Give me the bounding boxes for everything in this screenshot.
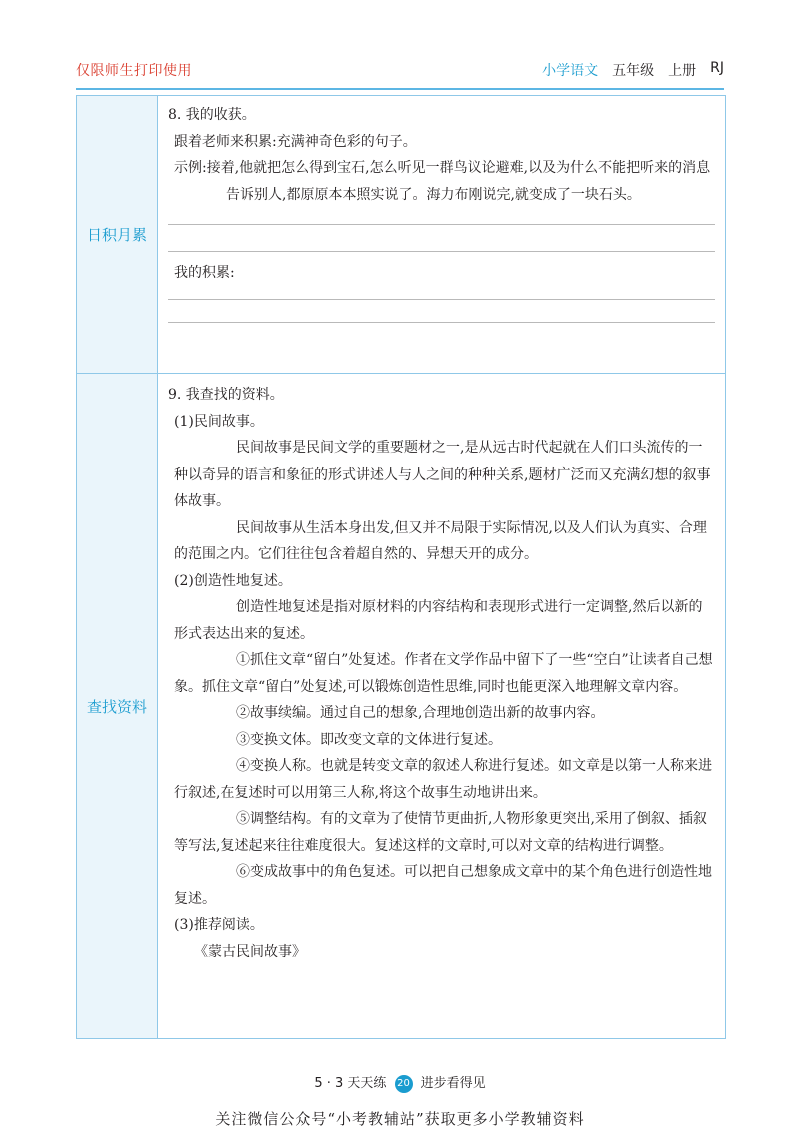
section-accumulation [77,96,726,374]
write-line[interactable] [168,322,715,323]
my-accumulation-label: 我的积累: [174,265,235,281]
question-8: 8. 我的收获。 [168,107,256,123]
grade-label: 五年级 [612,63,655,79]
header-meta [542,60,724,80]
footer-slogan: 进步看得见 [420,1076,486,1091]
retelling-item-6: ⑥变成故事中的角色复述。可以把自己想象成文章中的某个角色进行创造性地复述。 [174,864,712,907]
subject-label: 小学语文 [542,63,599,79]
retelling-item-2: ②故事续编。通过自己的想象,合理地创造出新的故事内容。 [236,705,605,721]
category-research: 查找资料 [77,374,158,1039]
category-accumulation: 日积月累 [77,96,158,374]
subsection-creative-retelling: (2)创造性地复述。 [174,572,292,589]
footer-brand: 5 · 3 天天练 [314,1076,387,1091]
folk-tale-para-1: 民间故事是民间文学的重要题材之一,是从远古时代起就在人们口头流传的一种以奇异的语言和象征的形式讲述人与人之间的种种关系,题材广泛而又充满幻想的叙事体故事。 [174,440,711,509]
worksheet-table [76,95,726,1039]
retelling-item-1: ①抓住文章“留白”处复述。作者在文学作品中留下了一些“空白”让读者自己想象。抓住文章“留白”处复述,可以锻炼创造性思维,同时也能更深入地理解文章内容。 [174,652,713,695]
print-notice: 仅限师生打印使用 [76,63,192,79]
retelling-item-3: ③变换文体。即改变文章的文体进行复述。 [236,731,502,748]
subsection-folk-tales: (1)民间故事。 [174,413,264,430]
section-research [77,374,726,1039]
example-sentence: 示例:接着,他就把怎么得到宝石,怎么听见一群鸟议论避难,以及为什么不能把听来的消息告诉别人,都原原本本照实说了。海力布刚说完,就变成了一块石头。 [174,160,711,203]
retelling-para-1: 创造性地复述是指对原材料的内容结构和表现形式进行一定调整,然后以新的形式表达出来的复述。 [174,599,703,642]
content-accumulation [158,96,726,374]
recommended-book: 《蒙古民间故事》 [194,943,306,960]
watermark-text: 关注微信公众号“小考教辅站”获取更多小学教辅资料 [215,1110,585,1128]
page-number: 20 [395,1075,413,1093]
retelling-item-5: ⑤调整结构。有的文章为了使情节更曲折,人物形象更突出,采用了倒叙、插叙等写法,复述起来往往难度很大。复述这样的文章时,可以对文章的结构进行调整。 [174,811,707,854]
header-divider [76,88,724,90]
volume-label: 上册 [668,63,697,79]
subsection-recommended-reading: (3)推荐阅读。 [174,917,264,933]
accumulation-intro: 跟着老师来积累:充满神奇色彩的句子。 [174,133,417,150]
page-footer [0,1072,800,1093]
folk-tale-para-2: 民间故事从生活本身出发,但又并不局限于实际情况,以及人们认为真实、合理的范围之内。它们往往包含着超自然的、异想天开的成分。 [174,519,707,562]
content-research [158,374,726,1039]
question-9: 9. 我查找的资料。 [168,387,284,403]
retelling-item-4: ④变换人称。也就是转变文章的叙述人称进行复述。如文章是以第一人称来进行叙述,在复述时可以用第三人称,将这个故事生动地讲出来。 [174,758,712,801]
edition-label: RJ [710,60,724,76]
